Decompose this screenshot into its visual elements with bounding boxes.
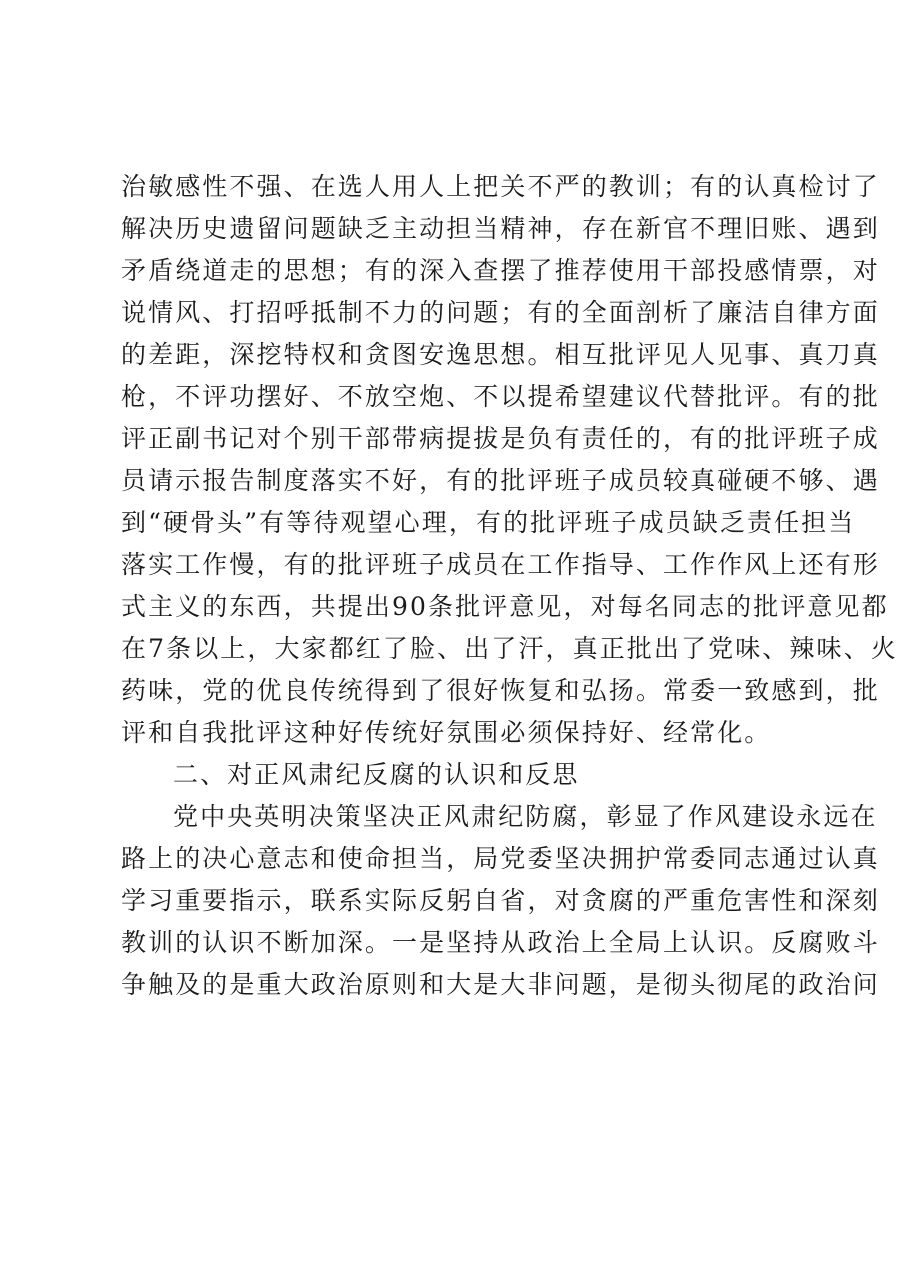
text-line: 药味，党的优良传统得到了很好恢复和弘扬。常委一致感到，批: [121, 676, 880, 705]
text-line: 路上的决心意志和使命担当，局党委坚决拥护常委同志通过认真: [121, 844, 880, 873]
text-line: 式主义的东西，共提出90条批评意见，对每名同志的批评意见都: [121, 592, 889, 621]
text-line: 的差距，深挖特权和贪图安逸思想。相互批评见人见事、真刀真: [121, 340, 880, 369]
body-text: [121, 166, 898, 1006]
text-line: 枪，不评功摆好、不放空炮、不以提希望建议代替批评。有的批: [121, 382, 880, 411]
text-line: 说情风、打招呼抵制不力的问题；有的全面剖析了廉洁自律方面: [121, 298, 880, 327]
text-line: 评和自我批评这种好传统好氛围必须保持好、经常化。: [121, 718, 772, 747]
text-line: 解决历史遗留问题缺乏主动担当精神，存在新官不理旧账、遇到: [121, 214, 880, 243]
text-line: 学习重要指示，联系实际反躬自省，对贪腐的严重危害性和深刻: [121, 886, 880, 915]
text-line: 矛盾绕道走的思想；有的深入查摆了推荐使用干部投感情票，对: [121, 256, 880, 285]
text-line: 在7条以上，大家都红了脸、出了汗，真正批出了党味、辣味、火: [121, 634, 898, 663]
text-line: 评正副书记对个别干部带病提拔是负有责任的，有的批评班子成: [121, 424, 880, 453]
text-line: 到“硬骨头”有等待观望心理，有的批评班子成员缺乏责任担当: [121, 508, 856, 537]
text-line: 教训的认识不断加深。一是坚持从政治上全局上认识。反腐败斗: [121, 928, 880, 957]
text-line: 治敏感性不强、在选人用人上把关不严的教训；有的认真检讨了: [121, 172, 880, 201]
section-heading: 二、对正风肃纪反腐的认识和反思: [173, 760, 580, 789]
text-line: 员请示报告制度落实不好，有的批评班子成员较真碰硬不够、遇: [121, 466, 880, 495]
text-line: 落实工作慢，有的批评班子成员在工作指导、工作作风上还有形: [121, 550, 880, 579]
text-line: 争触及的是重大政治原则和大是大非问题，是彻头彻尾的政治问: [121, 970, 880, 999]
text-line: 党中央英明决策坚决正风肃纪防腐，彰显了作风建设永远在: [173, 802, 878, 831]
